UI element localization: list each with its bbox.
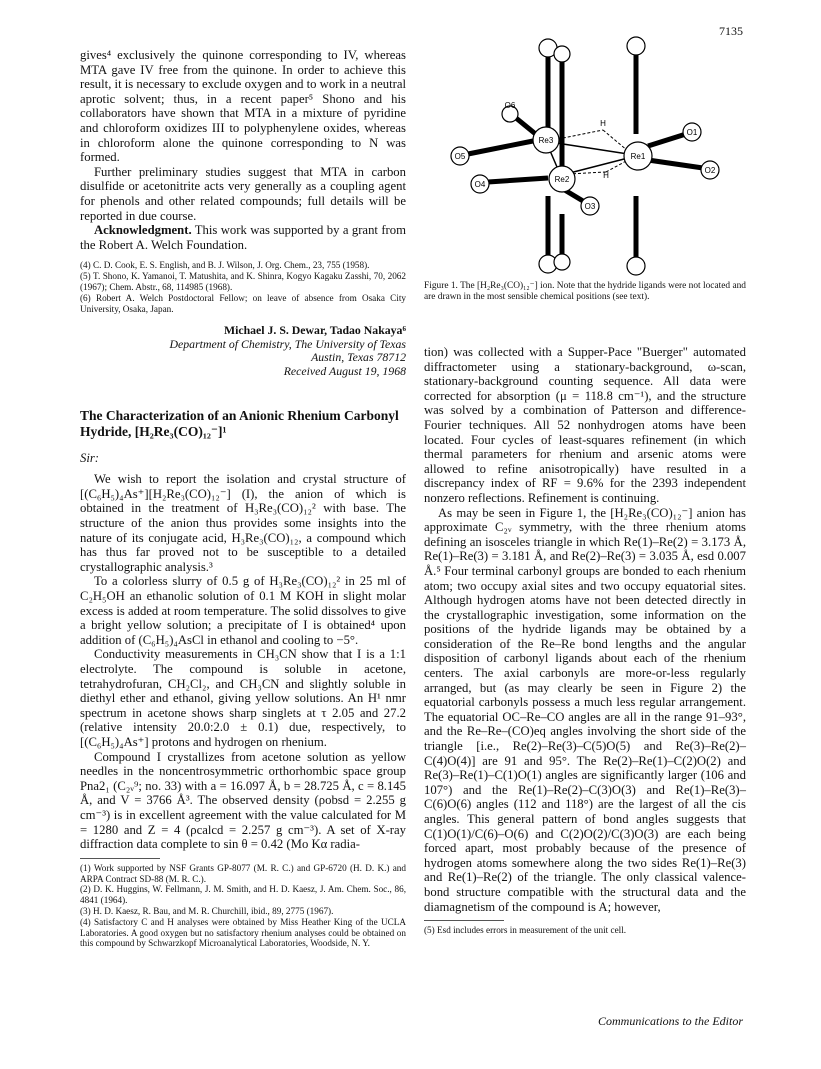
footnote: (1) Work supported by NSF Grants GP-8077 (M. R. C.) and GP-6720 (H. D. K.) and ARPA Contract SD-88 (M. R. C.). bbox=[80, 862, 406, 884]
footnote: (4) C. D. Cook, E. S. English, and B. J. Wilson, J. Org. Chem., 23, 755 (1958). bbox=[80, 260, 370, 271]
paragraph: Compound I crystallizes from acetone solution as yellow needles in the noncentrosymmetric orthorhombic space group Pna2₁ (C₂ᵥ⁹; no. 33) with a = 16.097 Å, b = 28.725 Å, c = 8.145 Å, and V = 3766 Å³. The observed density (ρobsd = 2.255 g cm⁻³) is in excellent agreement with the value calculated for M = 1280 and Z = 4 (ρcalcd = 2.257 g cm⁻³). A set of X-ray diffraction data complete to sin θ = 0.42 (Mo Kα radia- bbox=[80, 749, 406, 852]
atom-label: H bbox=[603, 171, 609, 180]
paragraph: gives⁴ exclusively the quinone corresponding to IV, whereas MTA gave IV free from the quinone. In order to achieve this result, it is necessary to exclude oxygen and to work in a neutral aprotic solvent; thus, in a recent paper⁵ Shono and his collaborators have shown that MTA in a mixture of pyridine and chloroform oxidizes III to polyphenylene oxides, whereas in chloroform alone the quinone corresponding to N was formed. bbox=[80, 48, 406, 165]
atom-label: Re3 bbox=[538, 136, 554, 145]
atom-label: O2 bbox=[704, 166, 716, 175]
running-footer: Communications to the Editor bbox=[598, 1014, 743, 1028]
atom-label: O5 bbox=[454, 152, 466, 161]
footnote: (5) T. Shono, K. Yamanoi, T. Matushita, and K. Shinra, Kogyo Kagaku Zasshi, 70, 2062 (1967); Chem. Abstr., 68, 114985 (1968). bbox=[80, 271, 406, 292]
signature-block bbox=[80, 324, 406, 378]
paragraph: Further preliminary studies suggest that MTA in carbon disulfide or acetonitrite acts very generally as a coupling agent for phenols and other related compounds; full details will be reported in due course. bbox=[80, 164, 406, 223]
left-column bbox=[80, 48, 406, 949]
figure-caption: Figure 1. The [H₂Re₃(CO)₁₂⁻] ion. Note that the hydride ligands were not located and are drawn in the most sensible chemical positions (see text). bbox=[424, 281, 746, 302]
paragraph: To a colorless slurry of 0.5 g of H₃Re₃(CO)₁₂² in 25 ml of C₂H₅OH an ethanolic solution of 0.1 M KOH in slight molar excess is added at room temperature. The solid dissolves to give a bright yellow solution; a precipitate of I is obtained⁴ upon addition of (C₆H₅)₄AsCl in ethanol and cooling to −5°. bbox=[80, 574, 406, 647]
paragraph: We wish to report the isolation and crystal structure of [(C₆H₅)₄As⁺][H₂Re₃(CO)₁₂⁻] (I), the anion of which is obtained in the treatment of H₃Re₃(CO)₁₂² with base. The structure of the anion thus provides some insights into the nature of its conjugate acid, H₃Re₃(CO)₁₂, a compound which has thus far proved not to be susceptible to a detailed crystallographic analysis.³ bbox=[80, 472, 406, 574]
right-column bbox=[424, 345, 746, 936]
salutation: Sir: bbox=[80, 451, 100, 466]
atom-label: O4 bbox=[474, 180, 486, 189]
footnote: (4) Satisfactory C and H analyses were obtained by Miss Heather King of the UCLA Laboratories. A good oxygen but no satisfactory rhenium analyses could be obtained on this compound by Schwarzkopf Microanalytical Laboratories, Woodside, N. Y. bbox=[80, 916, 406, 949]
footnote-rule bbox=[80, 858, 160, 859]
paragraph: As may be seen in Figure 1, the [H₂Re₃(CO)₁₂⁻] anion has approximate C₂ᵥ symmetry, with the three rhenium atoms defining an isosceles triangle in which Re(1)–Re(2) = 3.173 Å, Re(1)–Re(3) = 3.181 Å, and Re(2)–Re(3) = 3.035 Å, esd 0.007 Å.⁵ Four terminal carbonyl groups are bonded to each rhenium atom; two occupy axial sites and two occupy equatorial sites. Although hydrogen atoms have not been detected directly in the crystallographic investigation, some information on the positions of the hydride ligands may be obtained by a consideration of the Re–Re bond lengths and the angular disposition of carbonyl ligands about each of the rhenium centers. The axial carbonyls are more-or-less regularly arranged, but (as may clearly be seen in Figure 2) the equatorial carbonyls possess a much less regular arrangement. The equatorial OC–Re–CO angles are all in the range 91–93°, and the Re–Re–(CO)eq angles involving the short side of the triangle [i.e., Re(2)–Re(3)–C(5)O(5) and Re(3)–Re(2)–C(4)O(4)] are 91 and 95°. The Re(2)–Re(1)–C(2)O(2) and Re(3)–Re(1)–C(1)O(1) angles are significantly larger (106 and 107°) and the Re(1)–Re(2)–C(3)O(3) and Re(1)–Re(3)–C(6)O(6) angles (112 and 118°) are the largest of all the cis angles. This general pattern of bond angles suggests that C(1)O(1)/C(6)–O(6) and C(2)O(2)/C(3)O(3) are each being forced apart, most probably because of the presence of hydrogen atoms somewhere along the two sides Re(1)–Re(3) and Re(1)–Re(2) of the triangle. The only classical valence-bond structure compatible with the structural data and the diamagnetism of the compound is A; however, bbox=[424, 505, 746, 914]
atom-label: O3 bbox=[584, 202, 596, 211]
figure-1-molecule-diagram bbox=[438, 36, 738, 276]
atom-label: Re2 bbox=[554, 175, 570, 184]
atom-label: O1 bbox=[686, 128, 698, 137]
acknowledgment bbox=[80, 223, 406, 252]
page-number: 7135 bbox=[719, 24, 743, 38]
atom-label: O6 bbox=[504, 101, 516, 110]
acknowledgment-label: Acknowledgment. bbox=[94, 223, 192, 238]
received-date: Received August 19, 1968 bbox=[283, 363, 406, 378]
paragraph: tion) was collected with a Supper-Pace "Buerger" automated diffractometer using a stationary-background, ω-scan, stationary-background counting sequence. All data were corrected for absorption (μ = 118.8 cm⁻¹), and the structure was solved by a combination of Patterson and difference-Fourier techniques. All 52 nonhydrogen atoms have been located. Four cycles of least-squares refinement (in which thermal parameters for rhenium and arsenic atoms were allowed to refine anisotropically) have resulted in a discrepancy index of RF = 9.6% for the 2393 independent nonzero reflections. Refinement is continuing. bbox=[424, 345, 746, 505]
authors: Michael J. S. Dewar, Tadao Nakaya⁶ bbox=[223, 323, 406, 338]
article-title: The Characterization of an Anionic Rhenium Carbonyl Hydride, [H₂Re₃(CO)₁₂⁻]¹ bbox=[80, 408, 399, 439]
footnote: (6) Robert A. Welch Postdoctoral Fellow; on leave of absence from Osaka City University, Osaka, Japan. bbox=[80, 292, 406, 314]
footnote-rule bbox=[424, 920, 504, 921]
paragraph: Conductivity measurements in CH₃CN show that I is a 1:1 electrolyte. The compound is soluble in acetone, tetrahydrofuran, CH₂Cl₂, and CH₃CN and slightly soluble in diethyl ether and ethanol, giving yellow solutions. An H¹ nmr spectrum in acetone shows sharp singlets at τ 2.05 and 27.2 (relative intensity 20.0:2.0 ± 0.1) due, respectively, to [(C₆H₅)₄As⁺] protons and hydrogen on rhenium. bbox=[80, 647, 406, 749]
footnote: (2) D. K. Huggins, W. Fellmann, J. M. Smith, and H. D. Kaesz, J. Am. Chem. Soc., 86, 4841 (1964). bbox=[80, 884, 406, 906]
atom-label: Re1 bbox=[630, 152, 646, 161]
affiliation: Department of Chemistry, The University of Texas bbox=[169, 336, 406, 351]
footnote: (3) H. D. Kaesz, R. Bau, and M. R. Churchill, ibid., 89, 2775 (1967). bbox=[80, 905, 334, 916]
affiliation: Austin, Texas 78712 bbox=[311, 350, 406, 365]
acknowledgment-text: This work was supported by a grant from the Robert A. Welch Foundation. bbox=[80, 223, 406, 252]
footnote: (5) Esd includes errors in measurement of the unit cell. bbox=[424, 925, 627, 936]
atom-label: H bbox=[600, 119, 606, 128]
footnotes-top bbox=[80, 260, 406, 314]
